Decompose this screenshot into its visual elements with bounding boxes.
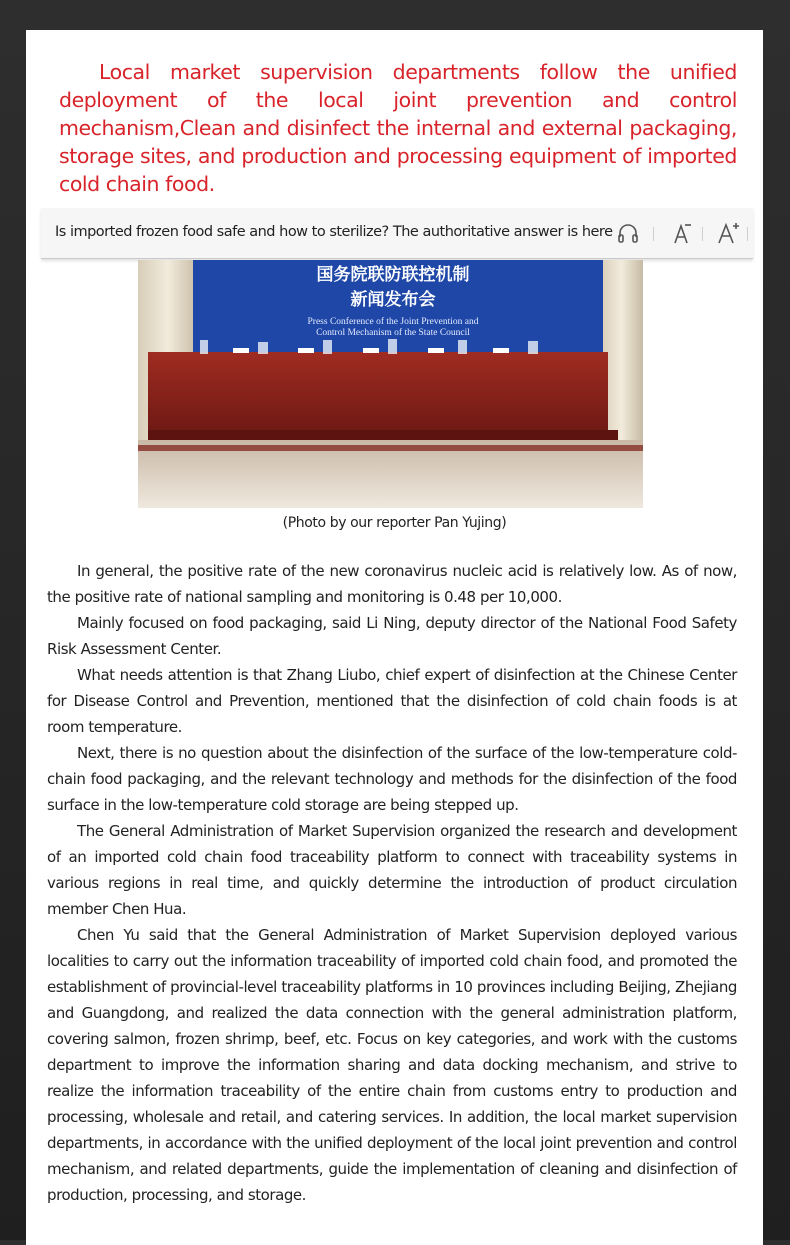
toolbar-divider xyxy=(747,227,748,241)
toolbar-divider xyxy=(653,227,654,241)
press-conference-photo xyxy=(138,260,643,508)
paragraph: What needs attention is that Zhang Liubo, chief expert of disinfection at the Chinese Center for Disease Control and Prevention, mentioned that the disinfection of cold chain foods is at room temperature. xyxy=(47,666,737,736)
reading-toolbar xyxy=(41,208,753,259)
toolbar-title: Is imported frozen food safe and how to sterilize? The authoritative answer is here xyxy=(55,224,613,240)
toolbar-divider xyxy=(702,227,703,241)
article-card xyxy=(26,30,763,1245)
paragraph: The General Administration of Market Supervision organized the research and development of an imported cold chain food traceability platform to connect with traceability systems in various regions in real time, and quickly determine the introduction of product circulation member Chen Hua. xyxy=(47,822,737,918)
photo-caption: (Photo by our reporter Pan Yujing) xyxy=(282,515,507,531)
font-decrease-icon[interactable] xyxy=(668,219,696,247)
banner-subtitle-line2: Control Mechanism of the State Council xyxy=(316,328,470,338)
article-headline: Local market supervision departments follow the unified deployment of the local joint prevention and control mechanism,Clean and disinfect the internal and external packaging, storage sites, and production and processing equipment of imported cold chain food. xyxy=(59,60,737,196)
banner-title-line1: 国务院联防联控机制 xyxy=(316,265,470,285)
article-body xyxy=(47,558,737,1208)
paragraph: Next, there is no question about the disinfection of the surface of the low-temperature cold-chain food packaging, and the relevant technology and methods for the disinfection of the food surface in the low-temperature cold storage are being stepped up. xyxy=(47,744,737,814)
banner-subtitle-line1: Press Conference of the Joint Prevention and xyxy=(307,317,479,327)
headphones-icon[interactable] xyxy=(614,219,642,247)
font-increase-icon[interactable] xyxy=(714,219,742,247)
banner-title-line2: 新闻发布会 xyxy=(350,290,436,310)
paragraph: In general, the positive rate of the new coronavirus nucleic acid is relatively low. As of now, the positive rate of national sampling and monitoring is 0.48 per 10,000. xyxy=(47,562,737,606)
paragraph: Mainly focused on food packaging, said Li Ning, deputy director of the National Food Safety Risk Assessment Center. xyxy=(47,614,737,658)
paragraph: Chen Yu said that the General Administration of Market Supervision deployed various localities to carry out the information traceability of imported cold chain food, and promoted the establishment of provincial-level traceability platforms in 10 provinces including Beijing, Zhejiang and Guangdong, and realized the data connection with the general administration platform, covering salmon, frozen shrimp, beef, etc. Focus on key categories, and work with the customs department to improve the information sharing and data docking mechanism, and strive to realize the information traceability of the entire chain from customs entry to production and processing, wholesale and retail, and catering services. In addition, the local market supervision departments, in accordance with the unified deployment of the local joint prevention and control mechanism, and related departments, guide the implementation of cleaning and disinfection of production, processing, and storage. xyxy=(47,926,737,1204)
